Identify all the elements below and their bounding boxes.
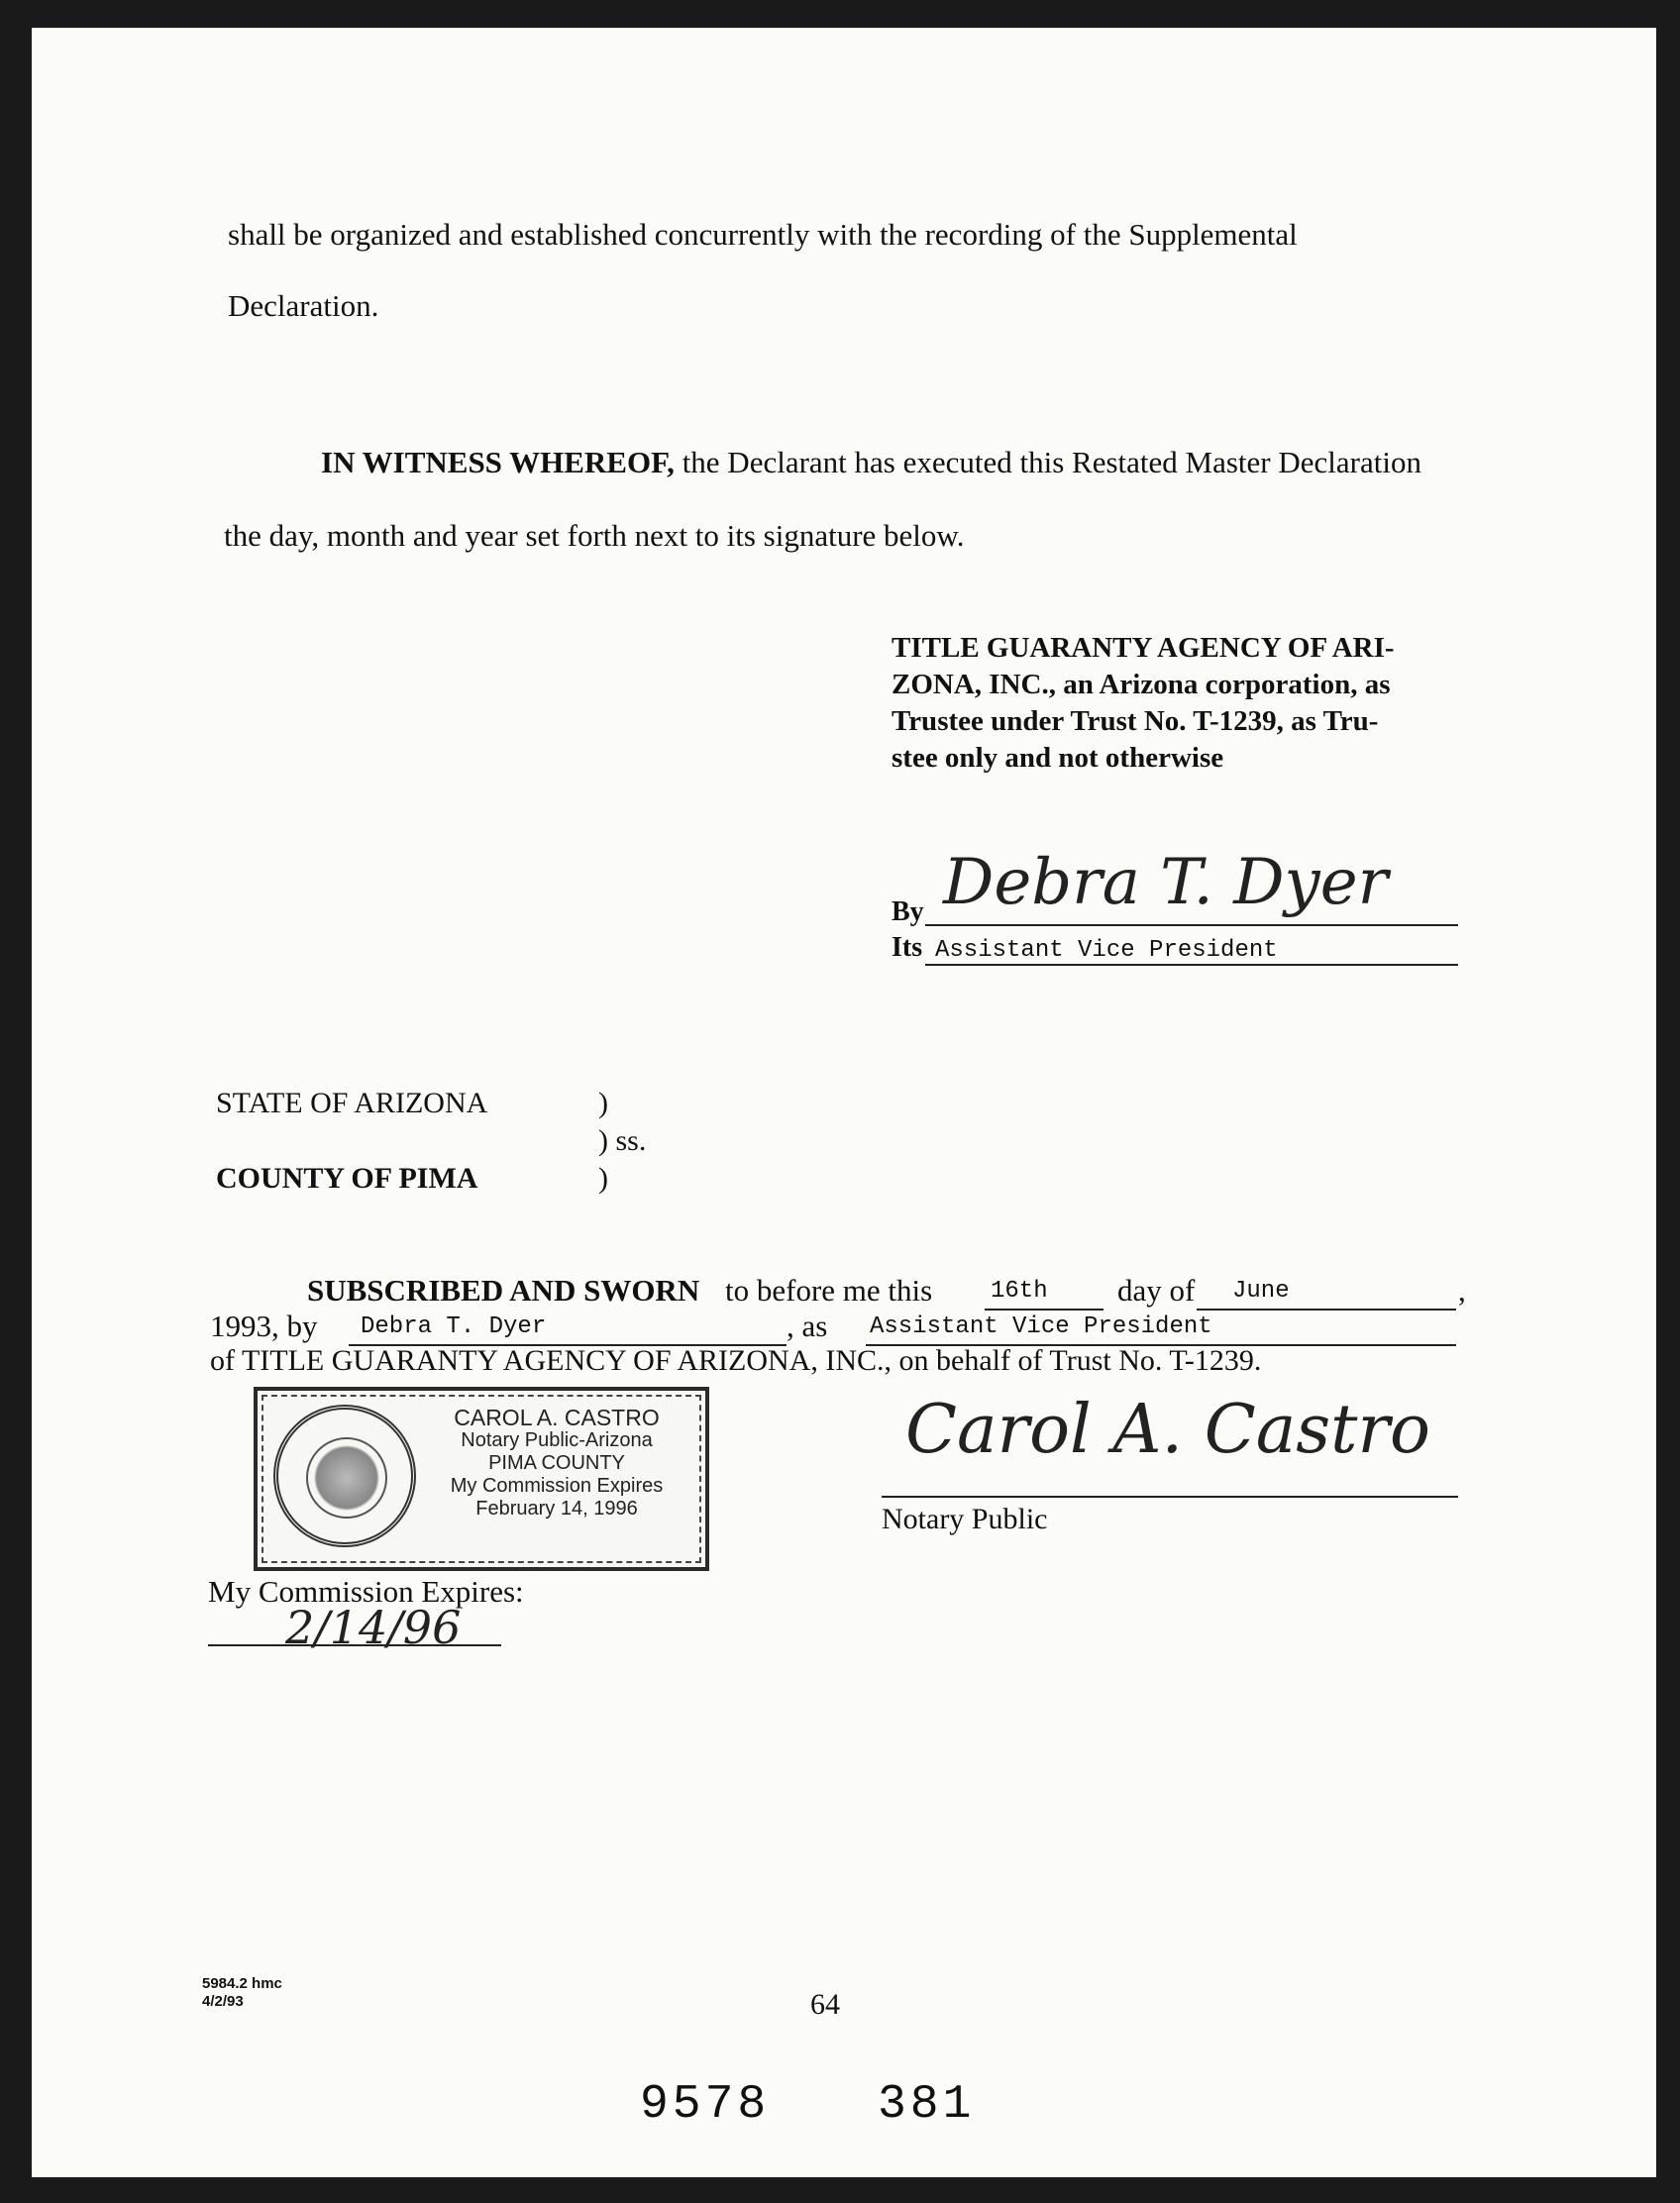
jurat-to-before: to before me this bbox=[725, 1273, 933, 1308]
jurat-month-line bbox=[1197, 1309, 1456, 1311]
jurat-day-line bbox=[985, 1309, 1103, 1311]
witness-line-1-rest: the Declarant has executed this Restated Master Declaration bbox=[674, 445, 1421, 479]
notary-stamp bbox=[254, 1387, 709, 1571]
witness-line-1 bbox=[321, 444, 1421, 480]
trustee-block bbox=[892, 630, 1395, 777]
jurat-line-3: of TITLE GUARANTY AGENCY OF ARIZONA, INC., on behalf of Trust No. T-1239. bbox=[210, 1344, 1262, 1377]
footer-code-line-1: 5984.2 hmc bbox=[202, 1975, 282, 1992]
debra-dyer-signature: Debra T. Dyer bbox=[943, 846, 1389, 919]
notary-public-label: Notary Public bbox=[882, 1503, 1048, 1535]
trustee-line-1: TITLE GUARANTY AGENCY OF ARI- bbox=[892, 632, 1395, 664]
venue-paren-2: ) bbox=[598, 1162, 608, 1195]
doc-number-right: 381 bbox=[878, 2078, 976, 2132]
venue-paren-1: ) bbox=[598, 1087, 608, 1119]
stamp-line-5: February 14, 1996 bbox=[475, 1498, 638, 1520]
trustee-line-4: stee only and not otherwise bbox=[892, 742, 1224, 774]
witness-lead: IN WITNESS WHEREOF, bbox=[321, 445, 675, 479]
paragraph-1-line-1: shall be organized and established concurrently with the recording of the Supplemental bbox=[228, 217, 1298, 252]
venue-state: STATE OF ARIZONA bbox=[216, 1087, 488, 1119]
carol-castro-signature: Carol A. Castro bbox=[905, 1391, 1430, 1469]
venue-ss: ) ss. bbox=[598, 1124, 647, 1157]
its-line bbox=[925, 964, 1458, 966]
witness-line-2: the day, month and year set forth next to its signature below. bbox=[224, 518, 965, 553]
doc-number-left: 9578 bbox=[640, 2078, 771, 2132]
commission-label: My Commission Expires: bbox=[208, 1574, 524, 1609]
stamp-line-4: My Commission Expires bbox=[450, 1475, 664, 1497]
footer-code bbox=[202, 1975, 282, 2011]
by-signature-line bbox=[925, 924, 1458, 926]
jurat-signer: Debra T. Dyer bbox=[361, 1313, 547, 1340]
stamp-text bbox=[422, 1407, 691, 1521]
state-seal-icon bbox=[273, 1405, 416, 1547]
jurat-year-by: 1993, by bbox=[210, 1309, 318, 1343]
footer-code-line-2: 4/2/93 bbox=[202, 1993, 244, 2010]
stamp-line-3: PIMA COUNTY bbox=[488, 1452, 625, 1474]
page-number: 64 bbox=[810, 1988, 840, 2021]
paragraph-1-line-2: Declaration. bbox=[228, 288, 379, 323]
trustee-line-2: ZONA, INC., an Arizona corporation, as bbox=[892, 669, 1391, 700]
jurat-day-of: day of bbox=[1117, 1273, 1196, 1308]
commission-date-line bbox=[208, 1644, 501, 1646]
jurat-title: Assistant Vice President bbox=[870, 1313, 1212, 1340]
jurat-day-value: 16th bbox=[991, 1278, 1048, 1305]
by-label: By bbox=[892, 896, 924, 927]
commission-date: 2/14/96 bbox=[285, 1601, 462, 1654]
jurat-as-label: , as bbox=[787, 1309, 828, 1343]
stamp-line-2: Notary Public-Arizona bbox=[461, 1429, 653, 1451]
its-value: Assistant Vice President bbox=[935, 937, 1278, 964]
stamp-name: CAROL A. CASTRO bbox=[454, 1405, 660, 1430]
document-page bbox=[32, 28, 1656, 2177]
venue-county: COUNTY OF PIMA bbox=[216, 1162, 478, 1195]
trustee-line-3: Trustee under Trust No. T-1239, as Tru- bbox=[892, 705, 1379, 737]
jurat-lead: SUBSCRIBED AND SWORN bbox=[307, 1273, 700, 1308]
notary-signature-line bbox=[882, 1496, 1458, 1498]
jurat-comma: , bbox=[1458, 1273, 1466, 1308]
jurat-month-value: June bbox=[1232, 1278, 1290, 1305]
its-label: Its bbox=[892, 932, 923, 963]
